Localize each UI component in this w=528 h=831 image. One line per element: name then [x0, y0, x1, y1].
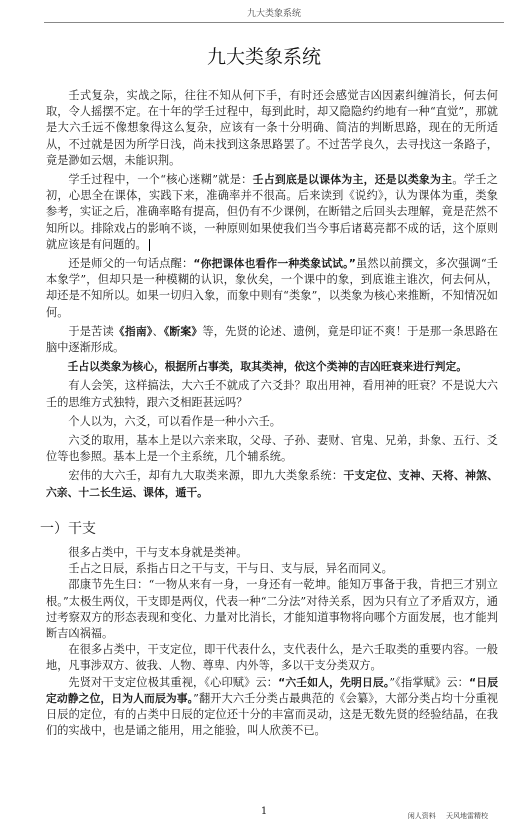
- text-run: 先贤对干支定位极其重视，《心印赋》云：: [68, 675, 279, 689]
- text-run: 于是苦读: [68, 324, 114, 338]
- paragraph: [46, 256, 498, 321]
- text-run: 。学壬之初，心思全在课体，实践下来，准确率并不很高。后来读到《说约》，认为课体为重，类象参考，实证之后，准确率略有提高，但仍有不少课例，在断错之后回头去理解，竟是茫然不知所以。排除戏占的影响不谈，一种原则如果使我们当今事后诸葛亮都不成的话，这个原则就应该是有问题的。: [46, 173, 498, 251]
- footer-credits: [408, 811, 488, 821]
- paragraph: [46, 172, 498, 253]
- text-run: 壬占以类象为核心，根据所占事类，取其类神，依这个类神的吉凶旺衰来进行判定。: [67, 360, 468, 374]
- paragraph: [46, 545, 498, 561]
- page-number: 1: [260, 806, 268, 817]
- text-run: 还是师父的一句话点醒：: [68, 257, 194, 271]
- footer-credit-1: 闲人资料: [407, 812, 436, 820]
- paragraph: [46, 359, 498, 375]
- bold-phrase: “你把课体也看作一种类象试试。”: [193, 257, 356, 271]
- page-title: 九大类象系统: [206, 46, 321, 68]
- section-body: [46, 545, 498, 739]
- text-run: ”翻开大六壬分类占最典范的《会纂》，大部分类占均十分重视日辰的定位，有的占类中日辰的定位还十分的丰富而灵动，这是无数先贤的经验结晶，在我们的实战中，也是诵之能用，用之能验，叫人欣羡不已。: [46, 691, 498, 738]
- text-run: 邵康节先生曰：“一物从来有一身，一身还有一乾坤。能知万事备于我，肯把三才别立根。”太极生两仪，干支即是两仪，代表一种“二分法”对待关系，因为只有立了矛盾双方，通过考察双方的形态表现和变化、力量对比消长，才能知道事物将向哪个方面发展，也才能判断吉凶祸福。: [46, 578, 498, 641]
- text-run: 、: [152, 324, 164, 338]
- bold-phrase: “六壬如人，先明日辰。: [278, 675, 390, 689]
- paragraph: [46, 378, 498, 410]
- paragraph: [46, 88, 498, 169]
- bold-phrase: 《指南》: [113, 324, 153, 338]
- text-run: 虽然以前撰文，多次强调“壬本象学”，但却只是一种模糊的认识，象伙矣，一个课中的象，到底谁主谁次，何去何从，却还是不知所以。如果一切归入象，而象中则有“类象”，以类象为核心来推断，不知情况如何。: [46, 257, 498, 319]
- text-run: 很多占类中，干与支本身就是类神。: [68, 546, 248, 559]
- paragraph: [46, 642, 498, 674]
- bold-phrase: 壬占到底是以课体为主，还是以类象为主: [252, 173, 453, 187]
- bold-phrase: 干支定位、支神、天将、神煞、六亲、十二长生运、课体，遁干。: [46, 469, 498, 499]
- footer-credit-2: 天风地雷精校: [446, 812, 488, 820]
- text-run: ”《指掌赋》云：: [389, 675, 470, 689]
- paragraph: [46, 433, 498, 465]
- text-run: 有人会笑，这样搞法，大六壬不就成了六爻卦？取出用神，看用神的旺衰？不是说大六壬的思维方式独特，跟六爻相距甚远吗？: [46, 379, 498, 409]
- paragraph: [46, 324, 498, 356]
- text-run: 六爻的取用，基本上是以六亲来取，父母、子孙、妻财、官鬼、兄弟，卦象、五行、爻位等也参照。基本上是一个主系统，几个辅系统。: [46, 434, 498, 464]
- paragraph: [46, 577, 498, 642]
- text-run: 宏伟的大六壬，却有九大取类来源，即九大类象系统：: [68, 469, 344, 483]
- paragraph: [46, 468, 498, 500]
- paragraph: [46, 414, 498, 430]
- text-run: 壬占之日辰，系指占日之干与支，干与日、支与辰，异名而同义。: [68, 562, 393, 576]
- paragraph: [46, 675, 498, 740]
- intro-body: [46, 88, 498, 501]
- text-run: 学壬过程中，一个“核心迷糊”就是：: [68, 173, 253, 187]
- bold-phrase: “日辰定动静之位，日为人而辰为事。: [46, 675, 498, 705]
- text-cursor: [149, 239, 150, 251]
- bold-phrase: 《断案》: [163, 324, 203, 338]
- running-header: 九大类象系统: [44, 6, 504, 23]
- paragraph: [46, 561, 498, 577]
- section-heading: 一）干支: [40, 521, 96, 537]
- text-run: 壬式复杂，实战之际，往往不知从何下手，有时还会感觉吉凶因素纠缠消长，何去何取，令人摇摆不定。在十年的学壬过程中，每到此时，却又隐隐约约地有一种“直觉”，那就是大六壬远不像想象得这么复杂，应该有一条十分明确、简洁的判断思路，现在的无所适从，不过就是因为所学日浅，尚未找到这条思路罢了。不过苦学良久，去寻找这一条路子，竟是渺如云烟，未能识荆。: [46, 89, 498, 167]
- text-run: 个人以为，六爻，可以看作是一种小六壬。: [68, 414, 281, 428]
- text-run: 等，先贤的论述、遗例，竟是印证不爽！于是那一条思路在脑中逐渐形成。: [46, 324, 498, 355]
- text-run: 在很多占类中，干支定位，即干代表什么，支代表什么，是六壬取类的重要内容。一般地，凡事涉双方、彼我、人物、尊卑、内外等，多以干支分类双方。: [46, 643, 498, 673]
